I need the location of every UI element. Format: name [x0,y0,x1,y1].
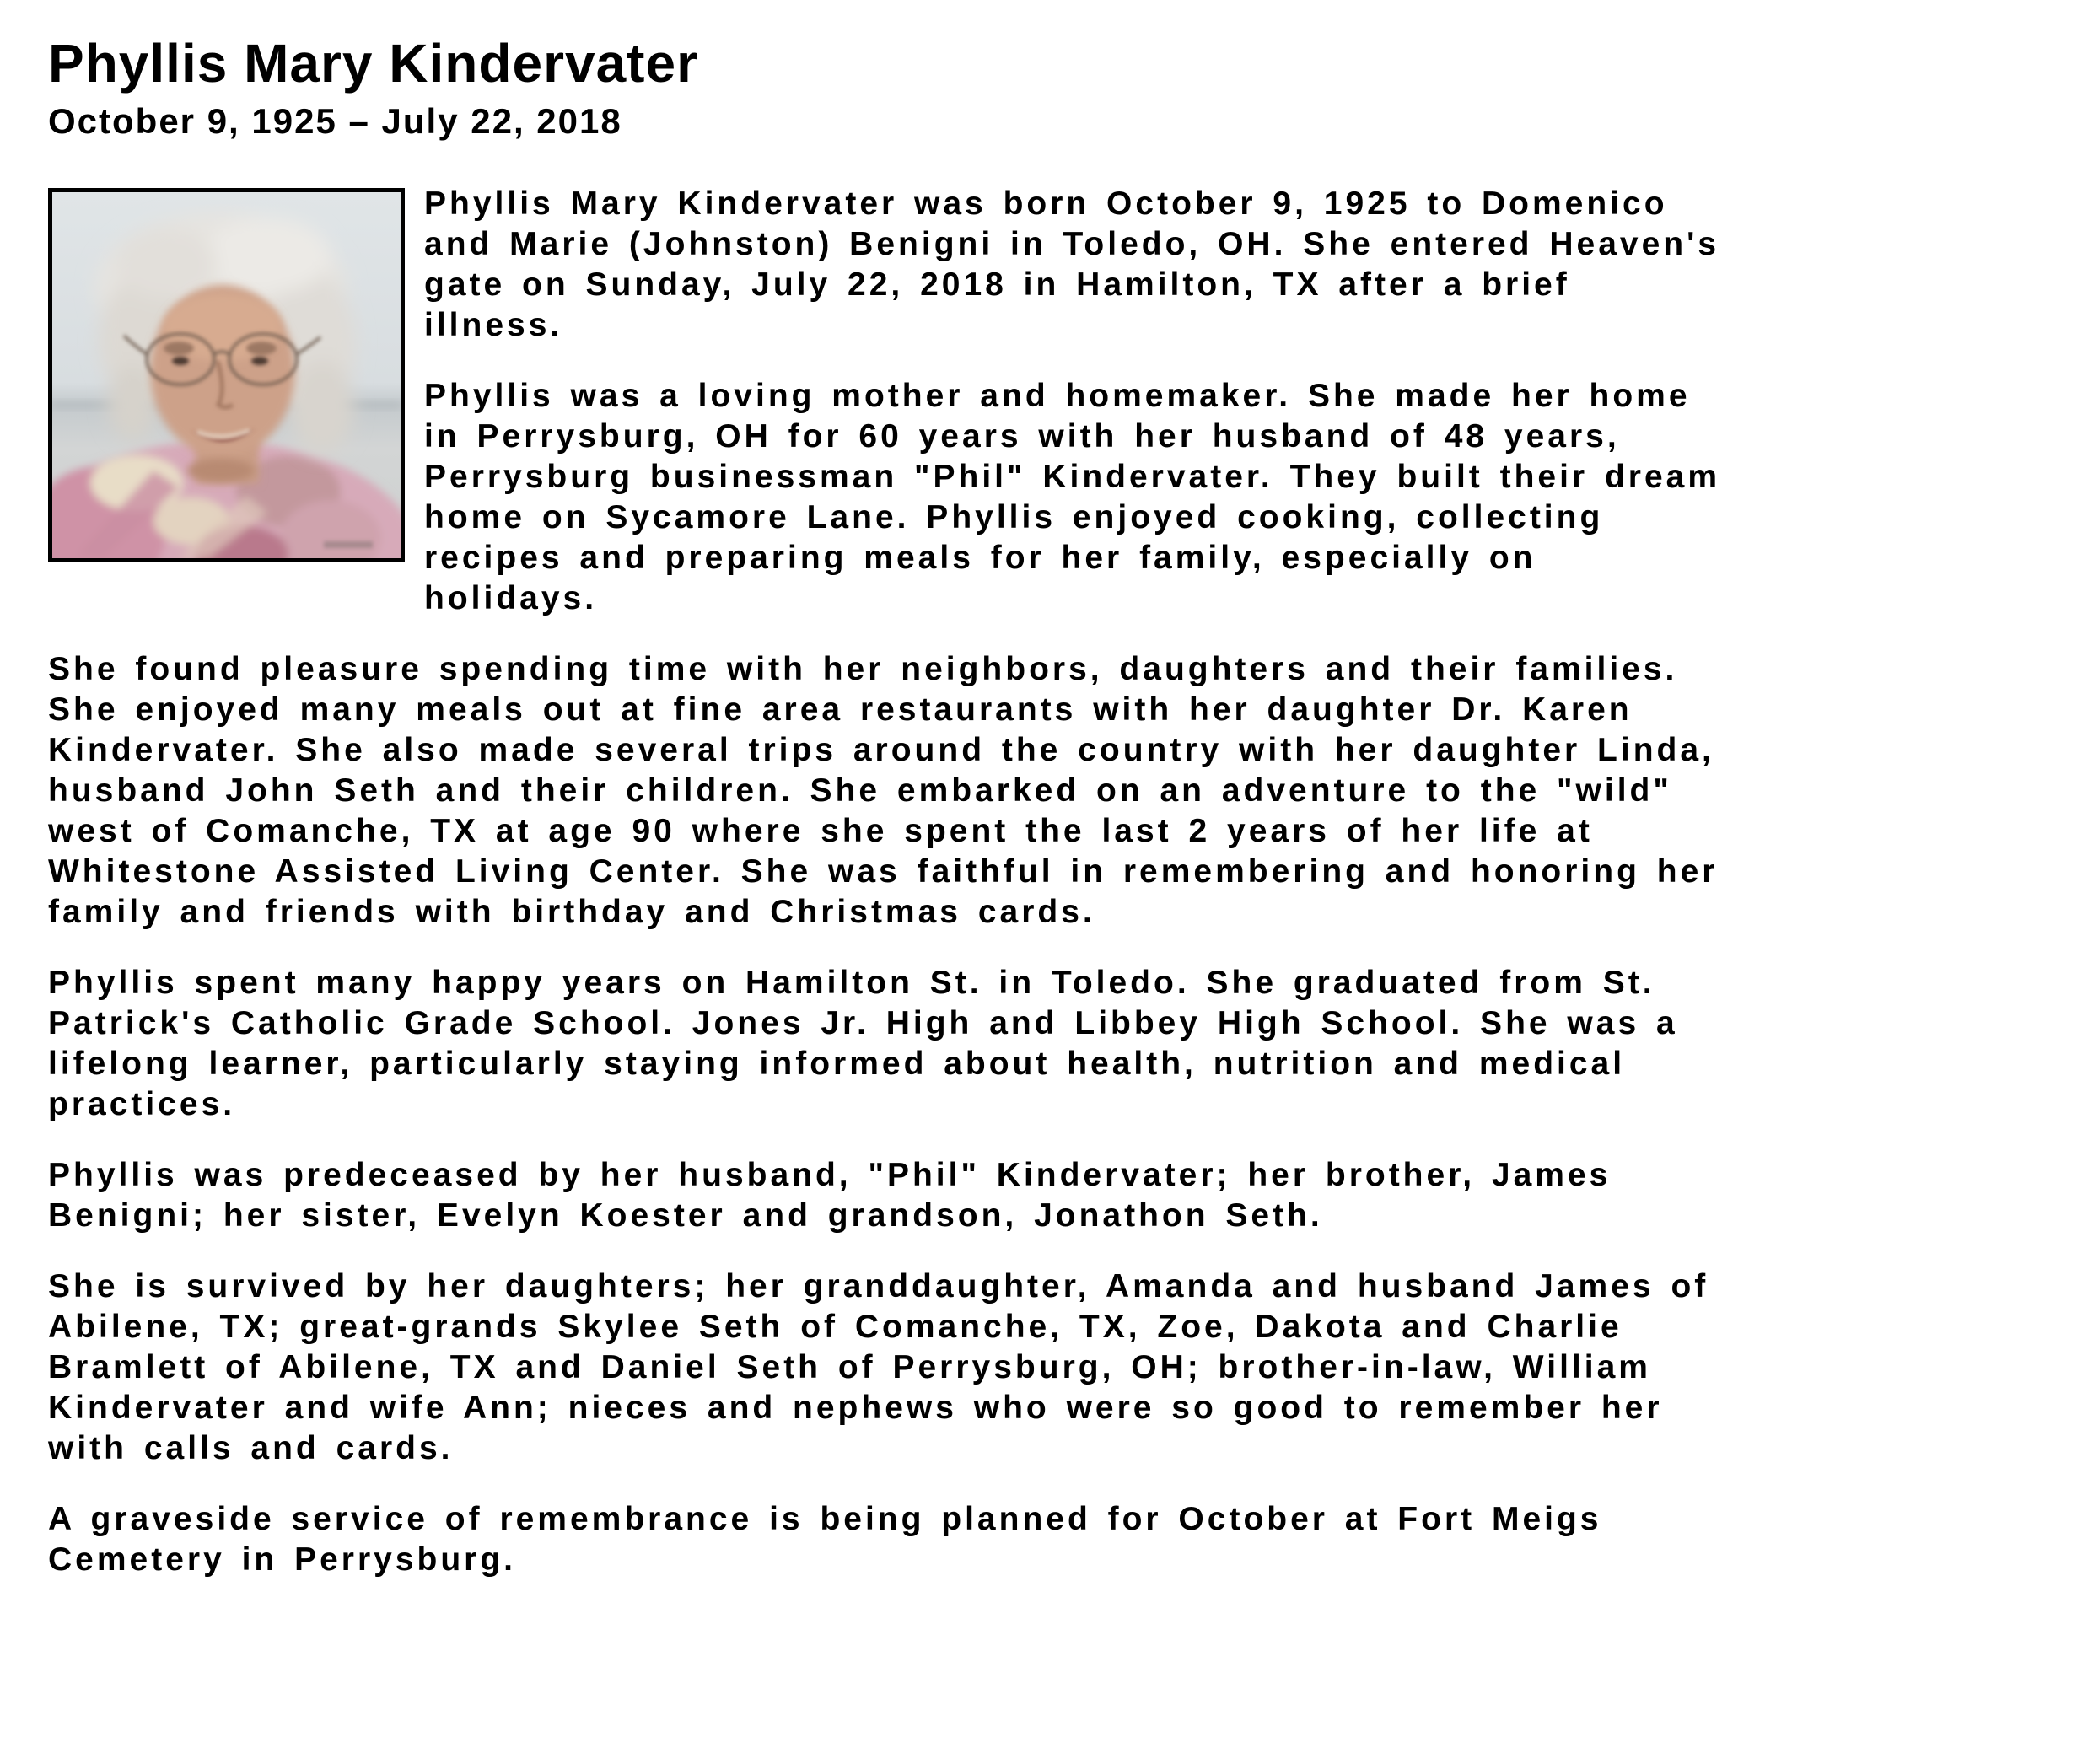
date-range: October 9, 1925 – July 22, 2018 [48,101,622,141]
obituary-paragraph: Phyllis Mary Kindervater was born October 9, 1925 to Domenico and Marie (Johnston) Benigni in Toledo, OH. She entered Heaven's gate on Sunday, July 22, 2018 in Hamilton, TX after a brief illness. [424,186,1720,343]
page-title: Phyllis Mary Kindervater [48,33,698,94]
obituary-paragraph: A graveside service of remembrance is being planned for October at Fort Meigs Cemetery in Perrysburg. [48,1501,1602,1578]
portrait-photo [48,188,405,562]
photo-smudge [324,541,373,548]
obituary-paragraph: Phyllis was predeceased by her husband, "Phil" Kindervater; her brother, James Benigni; her sister, Evelyn Koester and grandson, Jonathon Seth. [48,1157,1612,1234]
obituary-paragraph: She is survived by her daughters; her granddaughter, Amanda and husband James of Abilene, TX; great-grands Skylee Seth of Comanche, TX, Zoe, Dakota and Charlie Bramlett of Abilene, TX and Daniel Seth of Perrysburg, OH; brother-in-law, William Kindervater and wife Ann; nieces and nephews who were so good to remember her with calls and cards. [48,1268,1709,1466]
portrait-image [52,192,401,558]
obituary-paragraph: Phyllis spent many happy years on Hamilton St. in Toledo. She graduated from St. Patrick's Catholic Grade School. Jones Jr. High and Libbey High School. She was a lifelong learner, particularly staying informed about health, nutrition and medical practices. [48,965,1678,1122]
obituary-paragraph: Phyllis was a loving mother and homemaker. She made her home in Perrysburg, OH for 60 years with her husband of 48 years, Perrysburg businessman "Phil" Kindervater. They built their dream home on Sycamore Lane. Phyllis enjoyed cooking, collecting recipes and preparing meals for her family, especially on holidays. [424,378,1721,616]
obituary-body [48,184,1722,1611]
obituary-paragraph: She found pleasure spending time with her neighbors, daughters and their families. She enjoyed many meals out at fine area restaurants with her daughter Dr. Karen Kindervater. She also made several trips around the country with her daughter Linda, husband John Seth and their children. She embarked on an adventure to the "wild" west of Comanche, TX at age 90 where she spent the last 2 years of her life at Whitestone Assisted Living Center. She was faithful in remembering and honoring her family and friends with birthday and Christmas cards. [48,651,1719,930]
